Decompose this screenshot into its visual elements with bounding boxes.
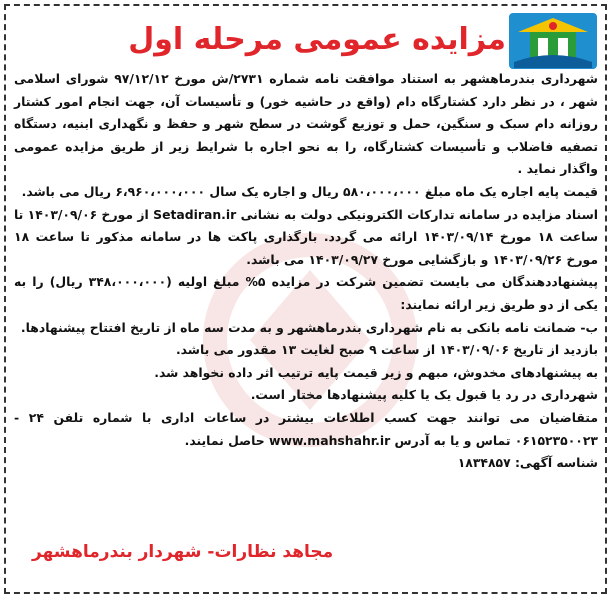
ad-header [10, 8, 602, 72]
paragraph-invalid-bids: به پیشنهادهای مخدوش، مبهم و زیر قیمت پایه ترتیب اثر داده نخواهد شد. [154, 364, 598, 380]
ad-body [14, 68, 598, 475]
municipality-logo-icon [508, 12, 598, 70]
ad-title: مزایده عمومی مرحله اول [128, 22, 506, 57]
paragraph-bank-guarantee: ب- ضمانت نامه بانکی به نام شهرداری بندرماهشهر و به مدت سه ماه از تاریخ افتتاح پیشنهادها. [20, 319, 598, 335]
paragraph-base-price: قیمت پایه اجاره یک ماه مبلغ ۵۸۰،۰۰۰،۰۰۰ ریال و اجاره یک سال ۶،۹۶۰،۰۰۰،۰۰۰ ریال می باشد. [21, 183, 598, 199]
ad-id: شناسه آگهی: ۱۸۳۴۸۵۷ [457, 455, 598, 471]
signature-text: مجاهد نظارات- شهردار بندرماهشهر [32, 542, 334, 562]
paragraph-guarantee: پیشنهاددهندگان می بایست تضمین شرکت در مزایده ۵% مبلغ اولیه (۳۴۸،۰۰۰،۰۰۰ ریال) را به یکی از دو طریق زیر ارائه نمایند: [14, 274, 598, 312]
paragraph-intro: شهرداری بندرماهشهر به استناد موافقت نامه شماره ۲۷۳۱/ش مورخ ۹۷/۱۲/۱۲ شورای اسلامی شهر ، در نظر دارد کشتارگاه دام (واقع در حاشیه خور) و تأسیسات آن، جهت انجام امور کشتار روزانه دام سبک و سنگین، حمل و توزیع گوشت در سطح شهر و حفظ و نگهداری ابنیه، دستگاه تصفیه فاضلاب و تأسیسات کشتارگاه، را به نحو اجاره با شرایط زیر از طریق مزایده عمومی واگذار نماید . [14, 71, 598, 177]
paragraph-contact: متقاضیان می توانند جهت کسب اطلاعات بیشتر در ساعات اداری با شماره تلفن ۲۴ - ۰۶۱۵۲۳۵۰۰۲۳ تماس و یا به آدرس www.mahshahr.ir حاصل نمایند. [14, 409, 598, 448]
paragraph-rights: شهرداری در رد یا قبول یک یا کلیه پیشنهادها مختار است. [250, 387, 598, 403]
paragraph-documents: اسناد مزایده در سامانه تدارکات الکترونیکی دولت به نشانی Setadiran.ir از مورخ ۱۴۰۳/۰۹/۰۶ تا ساعت ۱۸ مورخ ۱۴۰۳/۰۹/۱۴ ارائه می گردد. بارگذاری پاکت ها در سامانه مذکور تا ساعت ۱۸ مورخ ۱۴۰۳/۰۹/۲۶ و بازگشایی مورخ ۱۴۰۳/۰۹/۲۷ می باشد. [14, 206, 599, 267]
ad-footer [14, 540, 598, 570]
paragraph-visit: بازدید از تاریخ ۱۴۰۳/۰۹/۰۶ از ساعت ۹ صبح لغایت ۱۳ مقدور می باشد. [175, 342, 598, 358]
